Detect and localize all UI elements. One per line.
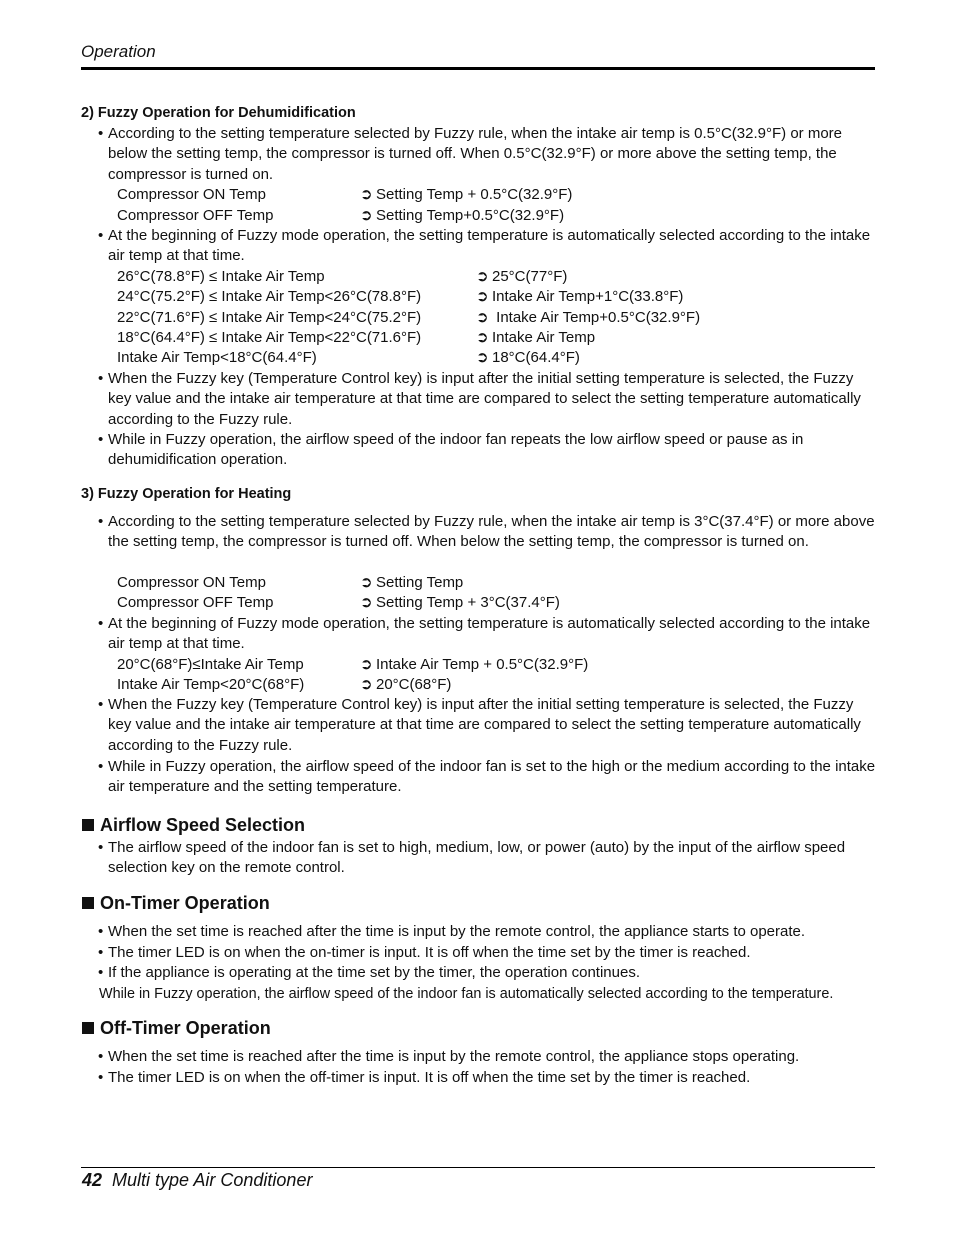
square-bullet-icon (82, 1022, 94, 1034)
bullet-dot: • (98, 839, 104, 856)
dehum-table-value: ➲ 18°C(64.4°F) (476, 348, 580, 368)
page-number: 42 (82, 1170, 103, 1190)
dehum-table-value: ➲ 25°C(77°F) (476, 267, 567, 287)
dehum-table-cond: 24°C(75.2°F) ≤ Intake Air Temp<26°C(78.8°F) (117, 288, 422, 305)
offtimer-bullet-1-text: When the set time is reached after the time is input by the remote control, the appliance stops operating. (108, 1048, 800, 1065)
arrow-icon: ➲ (360, 656, 373, 673)
dehum-table-cond: Intake Air Temp<18°C(64.4°F) (117, 349, 317, 366)
dehum-bullet-3-text: When the Fuzzy key (Temperature Control key) is input after the initial setting temperature is selected, the Fuzzy key value and the intake air temperature at that time are compared to select the setting temperature automatically according to the Fuzzy rule. (108, 370, 861, 428)
arrow-icon: ➲ (360, 676, 373, 693)
header-rule (81, 67, 875, 70)
heat-comp-on-label: Compressor ON Temp (117, 574, 266, 591)
heat-table-value: ➲ Intake Air Temp + 0.5°C(32.9°F) (360, 655, 588, 675)
ontimer-bullet-1-text: When the set time is reached after the time is input by the remote control, the appliance starts to operate. (108, 923, 806, 940)
dehum-bullet-1 (98, 124, 878, 185)
heat-bullet-2-text: At the beginning of Fuzzy mode operation, the setting temperature is automatically selected according to the intake air temp at that time. (108, 615, 871, 653)
arrow-icon: ➲ (476, 288, 489, 305)
arrow-icon: ➲ (360, 574, 373, 591)
airflow-bullet-1 (98, 838, 878, 879)
dehum-table-value: ➲ Intake Air Temp+1°C(33.8°F) (476, 287, 683, 307)
bullet-dot: • (98, 1048, 104, 1065)
bullet-dot: • (98, 1069, 104, 1086)
bullet-dot: • (98, 227, 104, 244)
dehum-comp-off-label: Compressor OFF Temp (117, 207, 274, 224)
ontimer-heading: On-Timer Operation (82, 893, 270, 914)
offtimer-bullet-1 (98, 1047, 878, 1067)
heat-comp-on-value: ➲ Setting Temp (360, 573, 463, 593)
dehum-comp-on-label: Compressor ON Temp (117, 186, 266, 203)
heat-bullet-4-text: While in Fuzzy operation, the airflow speed of the indoor fan is set to the high or the medium according to the intake air temperature and the setting temperature. (108, 758, 876, 796)
bullet-dot: • (98, 431, 104, 448)
heat-bullet-4 (98, 757, 878, 798)
footer-doc-title: Multi type Air Conditioner (112, 1170, 313, 1190)
ontimer-bullet-1 (98, 922, 878, 942)
dehum-title: 2) Fuzzy Operation for Dehumidification (81, 105, 356, 121)
arrow-icon: ➲ (476, 268, 489, 285)
page-footer (82, 1170, 312, 1191)
square-bullet-icon (82, 897, 94, 909)
dehum-table-cond: 18°C(64.4°F) ≤ Intake Air Temp<22°C(71.6°F) (117, 329, 422, 346)
offtimer-heading: Off-Timer Operation (82, 1018, 271, 1039)
dehum-table-value: ➲ Intake Air Temp+0.5°C(32.9°F) (476, 308, 700, 328)
bullet-dot: • (98, 696, 104, 713)
ontimer-bullet-3-text: If the appliance is operating at the time set by the timer, the operation continues. (108, 964, 640, 981)
heat-comp-off-value: ➲ Setting Temp + 3°C(37.4°F) (360, 593, 560, 613)
dehum-bullet-1-text: According to the setting temperature selected by Fuzzy rule, when the intake air temp is 0.5°C(32.9°F) or more below the setting temp, the compressor is turned off. When 0.5°C(32.9°F) or more above the setting temp, the compressor is turned on. (108, 125, 843, 183)
offtimer-bullet-2-text: The timer LED is on when the off-timer is input. It is off when the time set by the timer is reached. (108, 1069, 751, 1086)
ontimer-note: While in Fuzzy operation, the airflow speed of the indoor fan is automatically selected according to the temperature. (99, 986, 834, 1002)
bullet-dot: • (98, 370, 104, 387)
heat-table-value: ➲ 20°C(68°F) (360, 675, 451, 695)
page-header-title: Operation (81, 42, 156, 61)
square-bullet-icon (82, 819, 94, 831)
heat-bullet-1-text: According to the setting temperature selected by Fuzzy rule, when the intake air temp is 3°C(37.4°F) or more above the setting temp, the compressor is turned off. When below the setting temp, the compressor is turned on. (108, 513, 875, 551)
heat-bullet-2 (98, 614, 878, 655)
bullet-dot: • (98, 615, 104, 632)
offtimer-bullet-2 (98, 1068, 878, 1088)
heat-comp-off-label: Compressor OFF Temp (117, 594, 274, 611)
arrow-icon: ➲ (360, 594, 373, 611)
arrow-icon: ➲ (360, 207, 373, 224)
ontimer-bullet-2 (98, 943, 878, 963)
arrow-icon: ➲ (476, 349, 489, 366)
arrow-icon: ➲ (360, 186, 373, 203)
dehum-comp-on-value: ➲ Setting Temp + 0.5°C(32.9°F) (360, 185, 572, 205)
dehum-table-cond: 26°C(78.8°F) ≤ Intake Air Temp (117, 268, 325, 285)
airflow-heading: Airflow Speed Selection (82, 815, 305, 836)
dehum-comp-off-value: ➲ Setting Temp+0.5°C(32.9°F) (360, 206, 564, 226)
heat-bullet-3-text: When the Fuzzy key (Temperature Control key) is input after the initial setting temperature is selected, the Fuzzy key value and the intake air temperature at that time are compared to select the setting temperature automatically according to the Fuzzy rule. (108, 696, 861, 754)
bullet-dot: • (98, 758, 104, 775)
dehum-bullet-2-text: At the beginning of Fuzzy mode operation, the setting temperature is automatically selected according to the intake air temp at that time. (108, 227, 871, 265)
heat-table-cond: Intake Air Temp<20°C(68°F) (117, 676, 305, 693)
bullet-dot: • (98, 923, 104, 940)
bullet-dot: • (98, 944, 104, 961)
dehum-table-cond: 22°C(71.6°F) ≤ Intake Air Temp<24°C(75.2°F) (117, 309, 422, 326)
dehum-bullet-2 (98, 226, 878, 267)
bullet-dot: • (98, 964, 104, 981)
dehum-bullet-4-text: While in Fuzzy operation, the airflow speed of the indoor fan repeats the low airflow speed or pause as in dehumidification operation. (108, 431, 804, 469)
dehum-bullet-4 (98, 430, 878, 471)
ontimer-bullet-3 (98, 963, 878, 983)
footer-rule (81, 1167, 875, 1168)
dehum-bullet-3 (98, 369, 878, 430)
ontimer-bullet-2-text: The timer LED is on when the on-timer is input. It is off when the time set by the timer is reached. (108, 944, 751, 961)
heat-bullet-1 (98, 512, 878, 553)
bullet-dot: • (98, 513, 104, 530)
dehum-table-value: ➲ Intake Air Temp (476, 328, 595, 348)
heat-table-cond: 20°C(68°F)≤Intake Air Temp (117, 656, 304, 673)
arrow-icon: ➲ (476, 309, 489, 326)
heat-title: 3) Fuzzy Operation for Heating (81, 486, 292, 502)
heat-bullet-3 (98, 695, 878, 756)
bullet-dot: • (98, 125, 104, 142)
airflow-bullet-1-text: The airflow speed of the indoor fan is set to high, medium, low, or power (auto) by the input of the airflow speed selection key on the remote control. (108, 839, 846, 877)
arrow-icon: ➲ (476, 329, 489, 346)
